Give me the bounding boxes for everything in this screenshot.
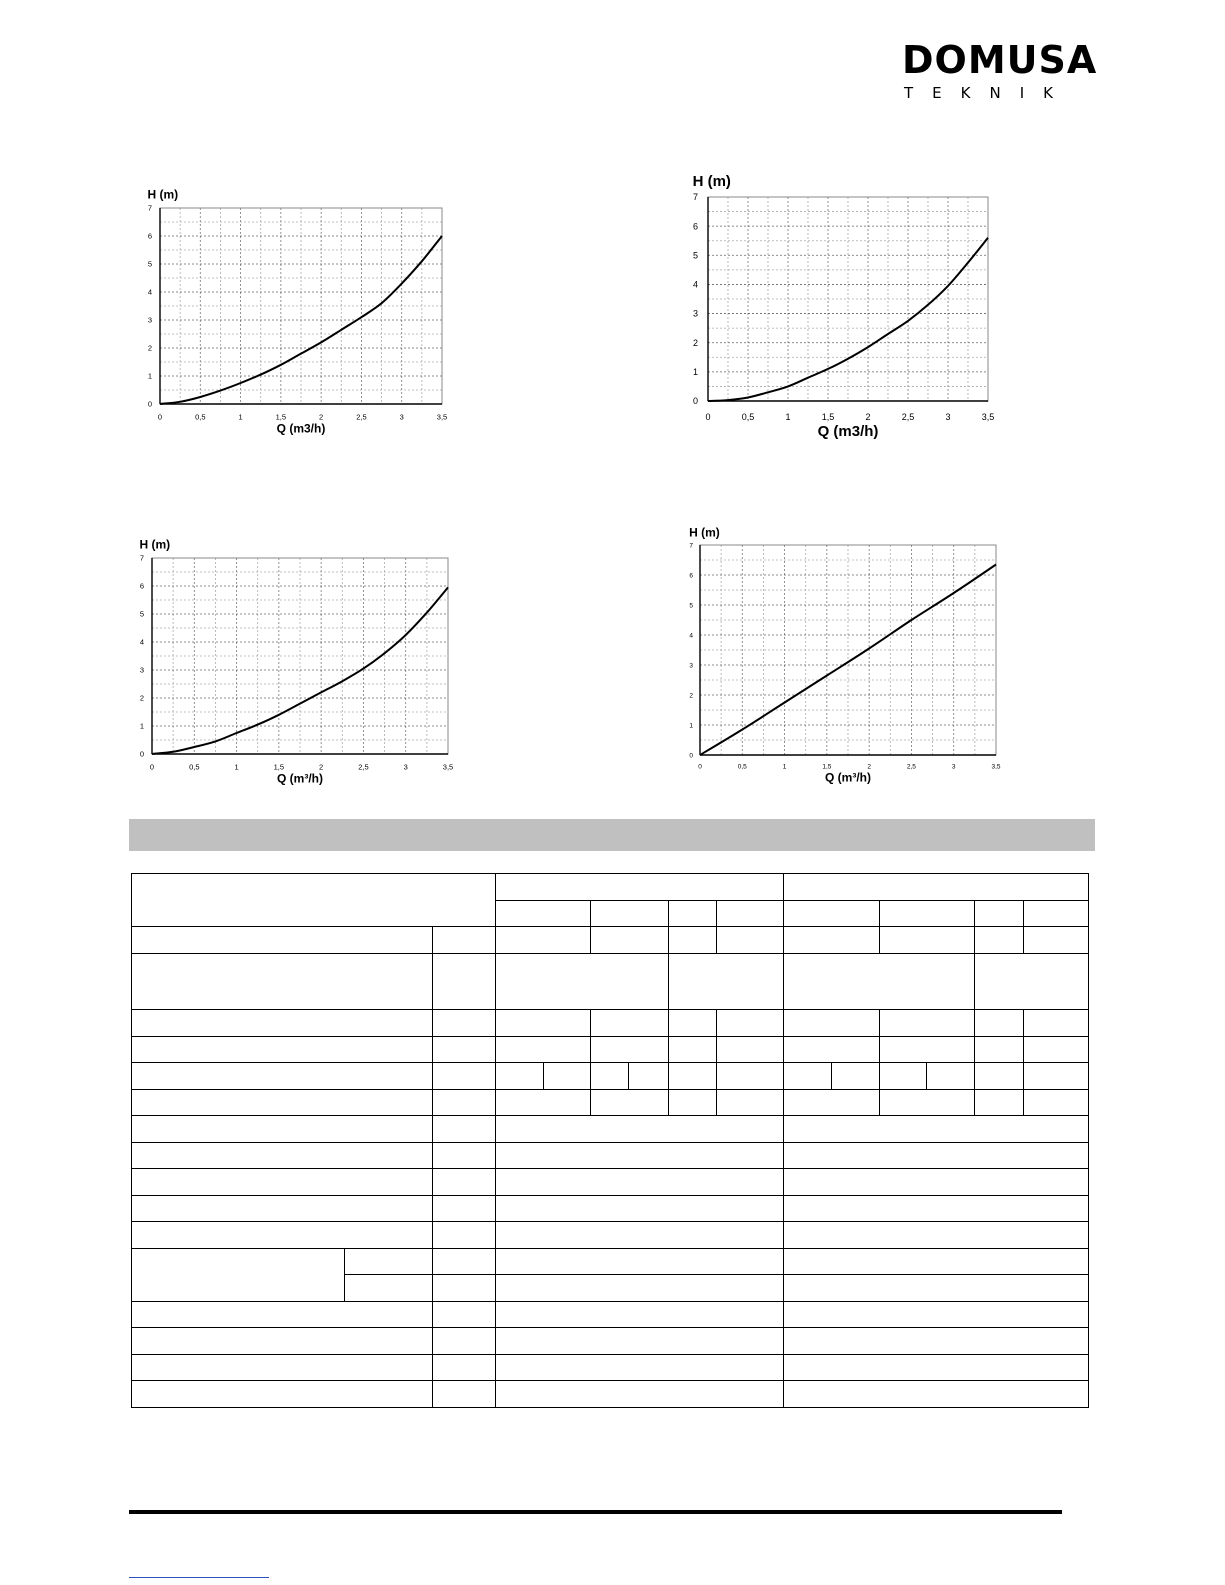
x-axis-title: Q (m³/h): [277, 771, 323, 786]
table-cell: [345, 1275, 433, 1302]
table-cell: [433, 1328, 496, 1355]
table-cell: [591, 1037, 669, 1063]
y-tick-label: 7: [147, 203, 152, 213]
x-axis-title: Q (m3/h): [817, 423, 879, 440]
table-cell: [669, 1063, 717, 1090]
pump-curve-chart-2: [660, 170, 1000, 445]
table-cell: [784, 1328, 1089, 1355]
table-cell: [496, 1249, 784, 1275]
table-cell: [784, 954, 975, 1010]
table-cell: [880, 901, 975, 927]
table-cell: [975, 901, 1024, 927]
table-cell: [784, 1302, 1089, 1328]
table-cell: [832, 1063, 880, 1090]
spec-table: [131, 873, 1089, 1408]
x-tick-label: 3: [403, 762, 408, 772]
table-cell: [132, 954, 433, 1010]
table-cell: [669, 901, 717, 927]
y-tick-label: 1: [692, 367, 698, 378]
x-tick-label: 0,5: [741, 412, 755, 422]
table-cell: [717, 927, 784, 954]
x-tick-label: 1,5: [821, 412, 835, 422]
x-tick-label: 3: [951, 763, 956, 771]
table-cell: [784, 1063, 832, 1090]
table-cell: [132, 1169, 433, 1196]
y-tick-label: 5: [692, 250, 698, 261]
table-cell: [1024, 1063, 1089, 1090]
table-cell: [496, 1302, 784, 1328]
y-tick-label: 2: [692, 337, 698, 348]
y-tick-label: 7: [689, 542, 693, 550]
table-cell: [975, 1010, 1024, 1037]
table-cell: [433, 1063, 496, 1090]
table-cell: [784, 1275, 1089, 1302]
y-tick-label: 4: [692, 279, 698, 290]
y-tick-label: 0: [139, 749, 144, 759]
y-tick-label: 6: [692, 221, 698, 232]
y-tick-label: 7: [139, 553, 144, 563]
y-tick-label: 1: [139, 721, 144, 731]
y-tick-label: 2: [147, 343, 152, 353]
table-cell: [433, 1275, 496, 1302]
table-cell: [433, 1116, 496, 1143]
x-tick-label: 0: [705, 412, 711, 422]
x-tick-label: 0,5: [189, 762, 200, 772]
y-axis-title: H (m): [692, 173, 731, 190]
table-cell: [496, 1063, 544, 1090]
table-cell: [717, 1063, 784, 1090]
table-cell: [433, 1302, 496, 1328]
x-axis-title: Q (m3/h): [276, 421, 326, 436]
table-cell: [669, 1037, 717, 1063]
table-cell: [132, 1355, 433, 1381]
table-cell: [544, 1063, 591, 1090]
y-tick-label: 7: [692, 192, 698, 203]
table-cell: [784, 874, 1089, 901]
y-axis-title: H (m): [147, 187, 179, 202]
table-cell: [433, 954, 496, 1010]
table-cell: [132, 1037, 433, 1063]
table-cell: [784, 1169, 1089, 1196]
table-cell: [496, 901, 591, 927]
logo-sub: TEKNIK: [904, 84, 1072, 102]
x-tick-label: 0: [149, 762, 155, 772]
y-tick-label: 0: [689, 752, 693, 760]
table-cell: [1024, 1037, 1089, 1063]
x-tick-label: 0,5: [737, 763, 747, 771]
y-tick-label: 4: [689, 632, 693, 640]
table-cell: [433, 1196, 496, 1222]
y-tick-label: 6: [689, 572, 693, 580]
table-cell: [496, 1355, 784, 1381]
table-cell: [496, 954, 669, 1010]
table-cell: [975, 1090, 1024, 1116]
table-cell: [717, 1090, 784, 1116]
table-cell: [433, 1249, 496, 1275]
x-tick-label: 3,5: [436, 412, 448, 422]
y-tick-label: 0: [147, 399, 152, 409]
x-tick-label: 2,5: [906, 763, 916, 771]
x-tick-label: 2,5: [358, 762, 369, 772]
table-cell: [975, 927, 1024, 954]
x-tick-label: 1: [785, 412, 791, 422]
x-tick-label: 1: [238, 412, 243, 422]
table-cell: [433, 1169, 496, 1196]
section-header-bar: [129, 819, 1095, 851]
y-tick-label: 6: [139, 581, 144, 591]
table-cell: [132, 1196, 433, 1222]
x-tick-label: 1,5: [822, 763, 832, 771]
chart-svg: [118, 536, 458, 796]
y-tick-label: 5: [147, 259, 152, 269]
table-cell: [132, 1381, 433, 1408]
x-tick-label: 2: [319, 412, 324, 422]
table-cell: [591, 901, 669, 927]
table-cell: [784, 1222, 1089, 1249]
x-tick-label: 0,5: [195, 412, 206, 422]
y-tick-label: 3: [139, 665, 144, 675]
table-cell: [784, 1249, 1089, 1275]
table-cell: [880, 1010, 975, 1037]
table-cell: [717, 901, 784, 927]
x-tick-label: 3,5: [442, 762, 454, 772]
x-tick-label: 2: [865, 412, 871, 422]
table-cell: [784, 901, 880, 927]
table-cell: [433, 1010, 496, 1037]
table-cell: [880, 927, 975, 954]
chart-svg: [660, 516, 1001, 785]
table-cell: [433, 1143, 496, 1169]
x-tick-label: 2: [867, 763, 871, 771]
table-cell: [717, 1037, 784, 1063]
y-tick-label: 3: [147, 315, 152, 325]
chart-svg: [118, 186, 448, 446]
y-tick-label: 1: [689, 722, 693, 730]
y-tick-label: 4: [147, 287, 152, 297]
table-cell: [591, 1063, 629, 1090]
table-cell: [132, 1302, 433, 1328]
pump-curve-chart-3: [118, 536, 458, 796]
x-tick-label: 1,5: [275, 412, 287, 422]
pump-curve-chart-4: [660, 516, 1001, 785]
table-cell: [132, 1010, 433, 1037]
y-tick-label: 6: [147, 231, 152, 241]
table-cell: [784, 1196, 1089, 1222]
x-tick-label: 0: [157, 412, 163, 422]
table-cell: [433, 1090, 496, 1116]
table-cell: [880, 1090, 975, 1116]
x-tick-label: 3: [399, 412, 404, 422]
x-tick-label: 3,5: [991, 763, 1001, 771]
x-tick-label: 3,5: [981, 412, 995, 422]
table-cell: [496, 1010, 591, 1037]
x-tick-label: 2,5: [356, 412, 367, 422]
x-tick-label: 3: [945, 412, 951, 422]
table-cell: [591, 1090, 669, 1116]
table-cell: [591, 1010, 669, 1037]
table-cell: [496, 874, 784, 901]
table-cell: [345, 1249, 433, 1275]
table-cell: [132, 874, 496, 927]
table-cell: [784, 1037, 880, 1063]
table-cell: [717, 1010, 784, 1037]
table-cell: [132, 1063, 433, 1090]
table-cell: [629, 1063, 669, 1090]
y-tick-label: 0: [692, 396, 698, 407]
table-cell: [433, 1222, 496, 1249]
x-tick-label: 2,5: [901, 412, 915, 422]
y-tick-label: 4: [139, 637, 144, 647]
table-cell: [433, 1381, 496, 1408]
footer-rule: [129, 1510, 1062, 1514]
table-cell: [880, 1037, 975, 1063]
x-tick-label: 1: [782, 763, 787, 771]
table-cell: [784, 1143, 1089, 1169]
y-tick-label: 5: [139, 609, 144, 619]
x-axis-title: Q (m³/h): [825, 770, 871, 785]
x-tick-label: 0: [698, 763, 702, 771]
table-cell: [132, 1090, 433, 1116]
x-tick-label: 2: [319, 762, 324, 772]
y-tick-label: 2: [689, 692, 693, 700]
table-cell: [433, 927, 496, 954]
table-cell: [591, 927, 669, 954]
table-cell: [975, 1063, 1024, 1090]
table-cell: [975, 954, 1089, 1010]
table-cell: [784, 1355, 1089, 1381]
table-cell: [496, 1222, 784, 1249]
y-axis-title: H (m): [689, 525, 720, 540]
table-cell: [784, 927, 880, 954]
table-cell: [496, 1143, 784, 1169]
footer-link-underline[interactable]: [129, 1577, 269, 1578]
table-cell: [132, 927, 433, 954]
table-cell: [132, 1328, 433, 1355]
y-tick-label: 1: [147, 371, 152, 381]
y-tick-label: 5: [689, 602, 693, 610]
y-axis-title: H (m): [139, 537, 171, 552]
table-cell: [496, 1381, 784, 1408]
y-tick-label: 3: [689, 662, 693, 670]
logo-brand: DOMUSA: [902, 38, 1098, 82]
table-cell: [433, 1355, 496, 1381]
table-cell: [132, 1116, 433, 1143]
x-tick-label: 1,5: [273, 762, 285, 772]
pump-curve-chart-1: [118, 186, 448, 446]
domusa-logo: [902, 38, 1098, 102]
table-cell: [669, 954, 784, 1010]
table-cell: [975, 1037, 1024, 1063]
table-cell: [784, 1116, 1089, 1143]
table-cell: [132, 1249, 345, 1302]
table-cell: [784, 1010, 880, 1037]
table-cell: [927, 1063, 975, 1090]
table-cell: [433, 1037, 496, 1063]
table-cell: [669, 927, 717, 954]
table-cell: [1024, 927, 1089, 954]
table-cell: [496, 1328, 784, 1355]
table-cell: [784, 1381, 1089, 1408]
table-cell: [1024, 901, 1089, 927]
table-cell: [669, 1010, 717, 1037]
table-cell: [496, 1037, 591, 1063]
table-cell: [496, 1116, 784, 1143]
y-tick-label: 2: [139, 693, 144, 703]
table-cell: [496, 1090, 591, 1116]
table-cell: [496, 1169, 784, 1196]
table-cell: [132, 1143, 433, 1169]
x-tick-label: 1: [234, 762, 239, 772]
table-cell: [1024, 1090, 1089, 1116]
table-cell: [784, 1090, 880, 1116]
table-cell: [496, 1196, 784, 1222]
y-tick-label: 3: [692, 308, 698, 319]
chart-svg: [660, 170, 1000, 445]
table-cell: [1024, 1010, 1089, 1037]
table-cell: [669, 1090, 717, 1116]
table-cell: [880, 1063, 927, 1090]
table-cell: [496, 927, 591, 954]
table-cell: [132, 1222, 433, 1249]
table-cell: [496, 1275, 784, 1302]
